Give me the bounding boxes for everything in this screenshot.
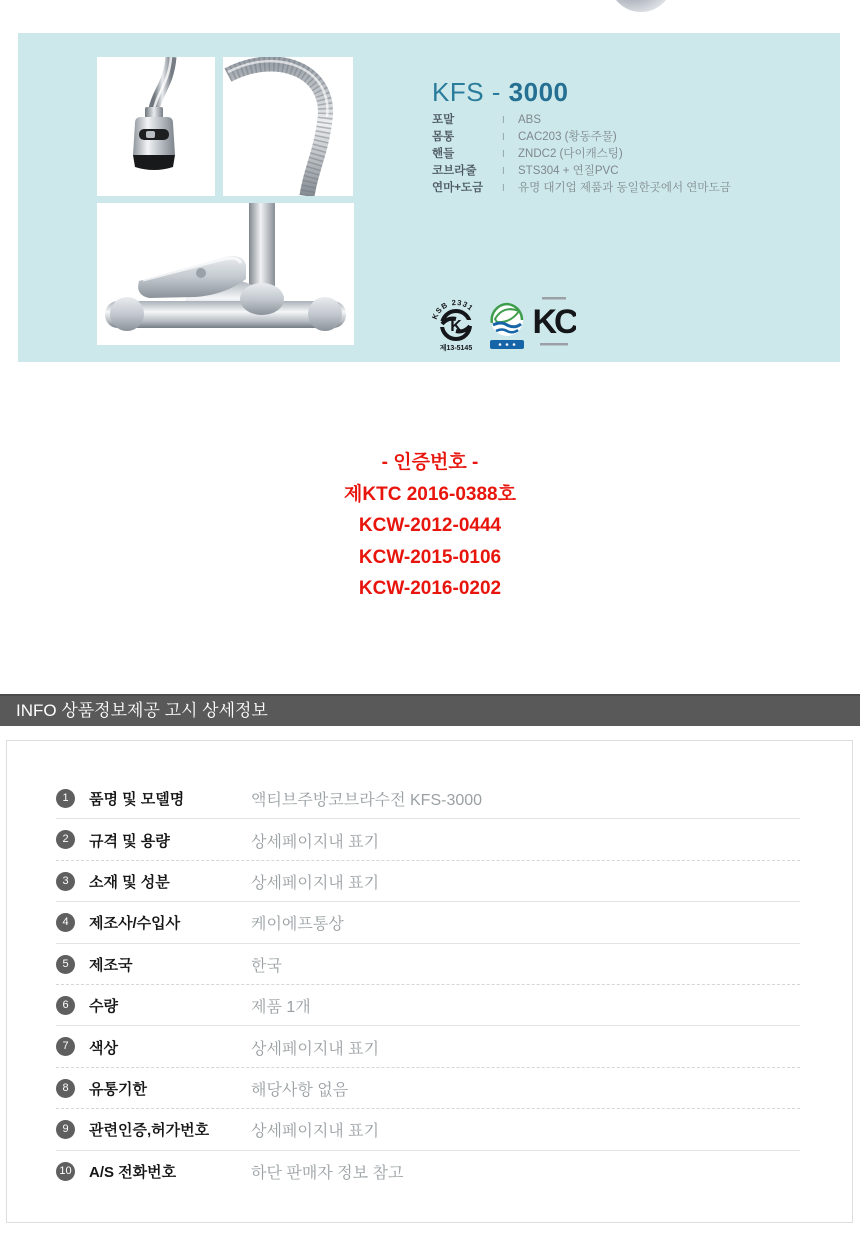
row-number-badge: 5 [56, 955, 75, 974]
kc-mark-icon [532, 295, 576, 353]
row-label: 수량 [89, 998, 118, 1016]
info-section-header: INFO 상품정보제공 고시 상세정보 [0, 694, 860, 726]
row-value: 하단 판매자 정보 참고 [251, 1164, 404, 1182]
product-model-title [432, 77, 569, 108]
row-value: 해당사항 없음 [251, 1081, 349, 1099]
table-row [7, 778, 852, 819]
row-number-badge: 4 [56, 913, 75, 932]
row-label: A/S 전화번호 [89, 1163, 177, 1181]
row-label: 관련인증,허가번호 [89, 1122, 210, 1140]
cert-number-3: KCW-2015-0106 [358, 546, 502, 568]
row-value: 제품 1개 [251, 999, 311, 1017]
spec-row-foam: 포말 I ABS [432, 114, 542, 126]
table-row [7, 1109, 852, 1150]
row-value: 상세페이지내 표기 [251, 1040, 380, 1058]
row-label: 품명 및 모델명 [89, 791, 185, 809]
cropped-product-photo [609, 0, 673, 12]
row-number-badge: 3 [56, 872, 75, 891]
product-spec-panel [18, 33, 840, 362]
spec-row-hose: 코브라줄 I STS304 + 연질PVC [432, 165, 619, 177]
spec-list [432, 112, 832, 197]
sprayer-head-photo [97, 57, 215, 196]
row-number-badge: 2 [56, 830, 75, 849]
spec-row-plating: 연마+도금 I 유명 대기업 제품과 동일한곳에서 연마도금 [432, 182, 731, 194]
row-label: 제조국 [89, 956, 133, 974]
eco-mark-icon [487, 295, 527, 353]
model-prefix: KFS - [432, 77, 509, 107]
certification-marks [428, 293, 581, 353]
cert-heading: - 인증번호 - [381, 452, 479, 473]
row-number-badge: 8 [56, 1079, 75, 1098]
table-row [7, 1151, 852, 1192]
row-value: 케이에프통상 [251, 916, 344, 934]
svg-text:KC: KC [532, 303, 576, 341]
row-number-badge: 10 [56, 1162, 75, 1181]
cert-number-2: KCW-2012-0444 [358, 515, 502, 536]
faucet-body-photo [97, 203, 354, 345]
row-label: 규격 및 용량 [89, 832, 170, 850]
row-number-badge: 1 [56, 789, 75, 808]
row-value: 한국 [251, 957, 282, 975]
row-label: 소재 및 성분 [89, 873, 170, 891]
spec-row-handle: 핸들 I ZNDC2 (다이캐스팅) [432, 148, 623, 160]
row-number-badge: 7 [56, 1037, 75, 1056]
table-row [7, 1026, 852, 1067]
spec-row-body: 몸통 I CAC203 (황동주물) [432, 131, 617, 143]
row-label: 유통기한 [89, 1080, 147, 1098]
svg-text:KSB 2331: KSB 2331 [429, 297, 476, 321]
table-row [7, 819, 852, 860]
flexible-hose-photo [223, 57, 353, 196]
certification-number-block [0, 447, 860, 605]
ks-mark-icon [428, 293, 482, 353]
product-info-table [6, 740, 853, 1223]
row-value: 상세페이지내 표기 [251, 1123, 380, 1141]
row-value: 상세페이지내 표기 [251, 833, 380, 851]
row-number-badge: 6 [56, 996, 75, 1015]
table-row [7, 985, 852, 1026]
row-number-badge: 9 [56, 1120, 75, 1139]
table-row [7, 944, 852, 985]
table-row [7, 1068, 852, 1109]
model-number: 3000 [508, 77, 569, 107]
row-value: 상세페이지내 표기 [251, 874, 380, 892]
row-value: 액티브주방코브라수전 KFS-3000 [251, 792, 483, 810]
row-label: 색상 [89, 1039, 118, 1057]
cert-number-4: KCW-2016-0202 [358, 578, 502, 599]
table-row [7, 861, 852, 902]
row-label: 제조사/수입사 [89, 915, 181, 933]
svg-text:K: K [450, 318, 462, 335]
cert-number-1: 제KTC 2016-0388호 [344, 483, 516, 505]
table-row [7, 902, 852, 943]
svg-text:제13-5145: 제13-5145 [439, 345, 473, 352]
